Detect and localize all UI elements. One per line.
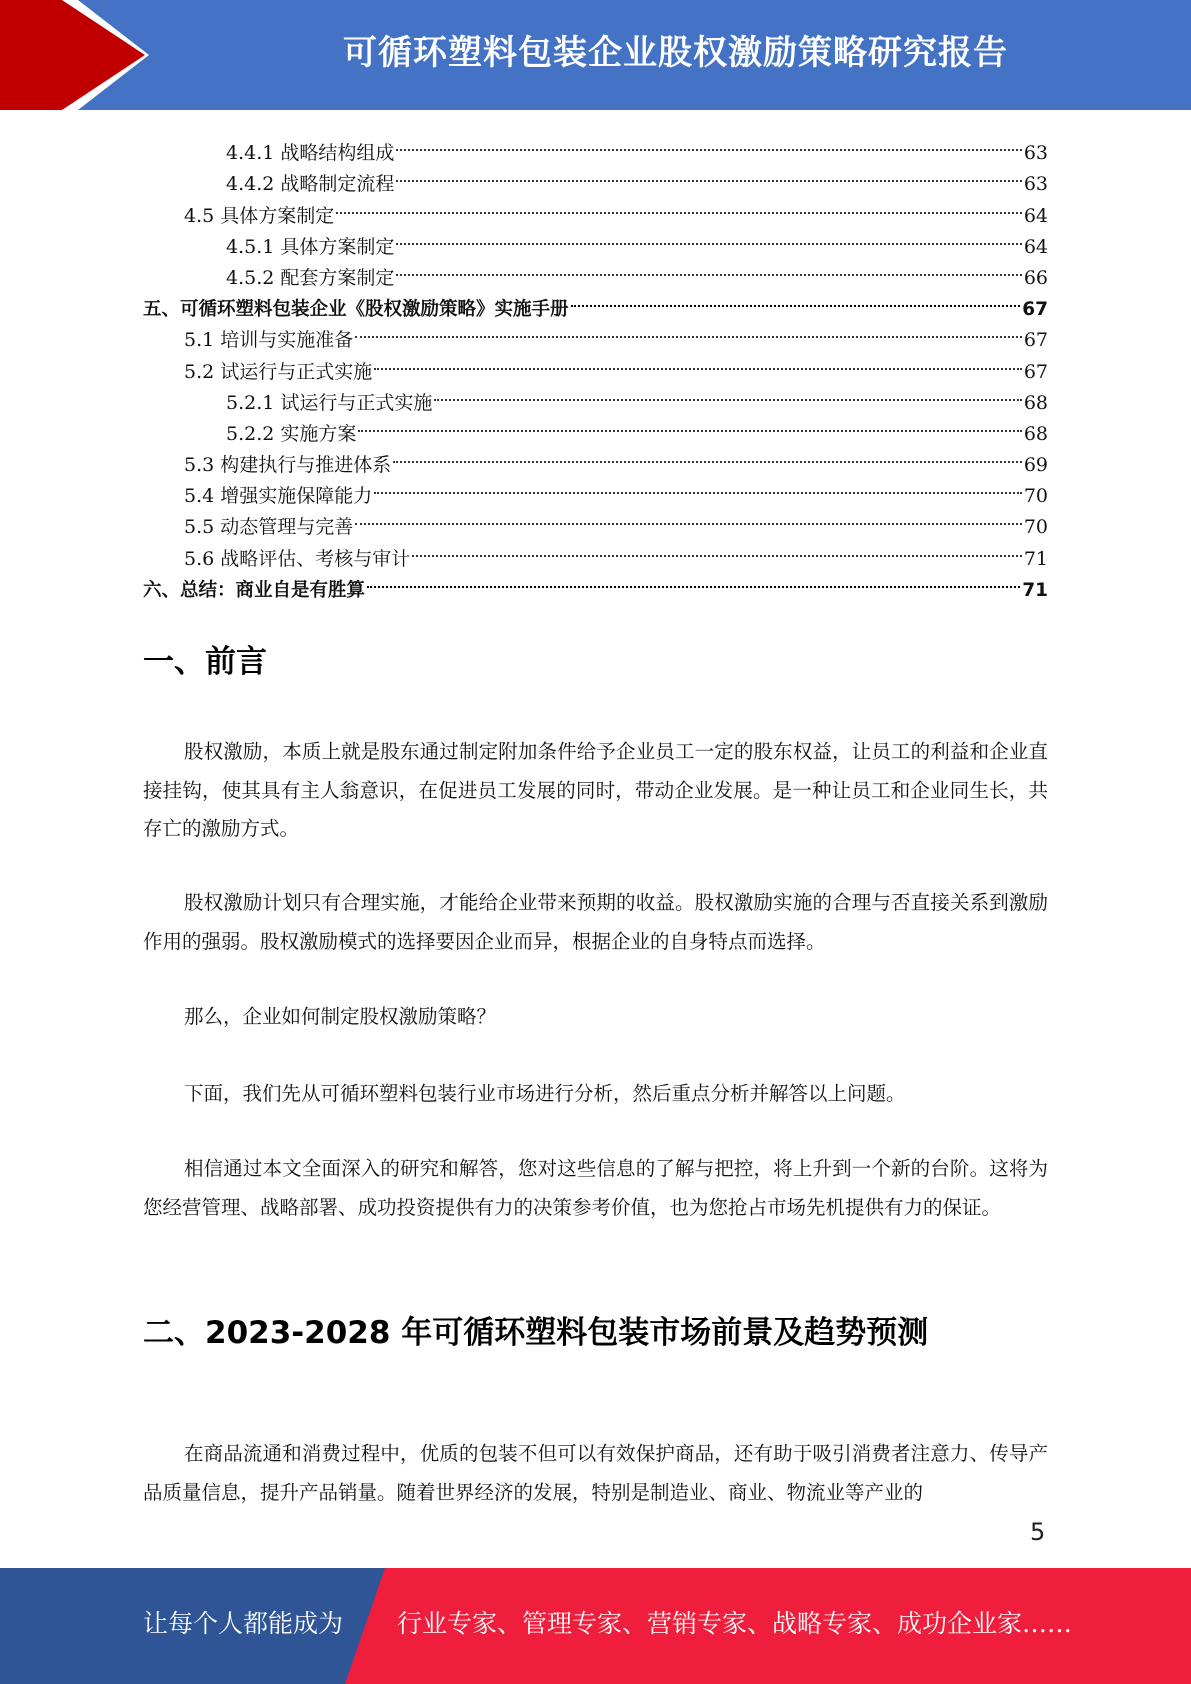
toc-item-label: 五、可循环塑料包装企业《股权激励策略》实施手册 [143, 299, 569, 321]
footer-slogan-right: 行业专家、管理专家、营销专家、战略专家、成功企业家…… [397, 1609, 1073, 1638]
toc-item-page: 67 [1023, 360, 1048, 383]
toc-item-label: 4.4.1 战略结构组成 [226, 142, 395, 165]
paragraph: 相信通过本文全面深入的研究和解答，您对这些信息的了解与把控，将上升到一个新的台阶。这将为您经营管理、战略部署、成功投资提供有力的决策参考价值，也为您抢占市场先机提供有力的保证。 [143, 1157, 1048, 1219]
toc-leader [355, 502, 1022, 533]
toc-item-page: 70 [1023, 516, 1048, 539]
toc-item-page: 63 [1023, 173, 1048, 196]
report-title: 可循环塑料包装企业股权激励策略研究报告 [343, 33, 1008, 73]
toc-item-label: 5.2 试运行与正式实施 [184, 360, 373, 383]
toc-item-page: 70 [1023, 485, 1048, 508]
paragraph: 股权激励，本质上就是股东通过制定附加条件给予企业员工一定的股东权益，让员工的利益和企业直接挂钩，使其具有主人翁意识，在促进员工发展的同时，带动企业发展。是一种让员工和企业同生长，共存亡的激励方式。 [143, 740, 1048, 840]
toc-item[interactable] [143, 128, 1048, 165]
page-footer [0, 1568, 1191, 1684]
toc-item-label: 5.2.2 实施方案 [226, 422, 357, 445]
toc-item-label: 5.4 增强实施保障能力 [184, 485, 373, 508]
page-number: 5 [1030, 1518, 1046, 1546]
toc-item-label: 六、总结：商业自是有胜算 [143, 579, 366, 601]
toc-leader [358, 409, 1021, 440]
toc-leader [412, 533, 1022, 564]
section-heading-preface: 一、前言 [143, 644, 267, 680]
table-of-contents [143, 128, 1048, 601]
section-heading-market: 二、2023-2028 年可循环塑料包装市场前景及趋势预测 [143, 1315, 929, 1351]
paragraph: 在商品流通和消费过程中，优质的包装不但可以有效保护商品，还有助于吸引消费者注意力、传导产品质量信息，提升产品销量。随着世界经济的发展，特别是制造业、商业、物流业等产业的 [143, 1442, 1048, 1504]
toc-leader [367, 565, 1020, 596]
footer-slogan-left: 让每个人都能成为 [143, 1609, 344, 1638]
toc-item-page: 67 [1022, 299, 1048, 321]
page-header [0, 0, 1191, 110]
toc-leader [434, 378, 1021, 409]
paragraph: 下面，我们先从可循环塑料包装行业市场进行分析，然后重点分析并解答以上问题。 [184, 1082, 906, 1105]
toc-item-page: 64 [1023, 235, 1048, 258]
toc-item-page: 68 [1023, 391, 1048, 414]
toc-item-label: 5.2.1 试运行与正式实施 [226, 391, 433, 414]
toc-leader [396, 128, 1021, 159]
toc-leader [396, 222, 1021, 253]
toc-item-label: 4.5.2 配套方案制定 [226, 266, 395, 289]
toc-leader [374, 471, 1022, 502]
toc-leader [374, 346, 1022, 377]
toc-leader [336, 190, 1022, 221]
toc-item-page: 68 [1023, 422, 1048, 445]
toc-item-page: 66 [1023, 266, 1048, 289]
toc-item-page: 64 [1023, 204, 1048, 227]
toc-item-label: 4.4.2 战略制定流程 [226, 173, 395, 196]
toc-leader [355, 315, 1022, 346]
toc-leader [396, 159, 1021, 190]
toc-item-page: 71 [1023, 547, 1048, 570]
toc-item-page: 67 [1023, 329, 1048, 352]
toc-item-label: 5.3 构建执行与推进体系 [184, 454, 392, 477]
toc-leader [393, 440, 1022, 471]
paragraph: 那么，企业如何制定股权激励策略？ [184, 1005, 497, 1028]
toc-item-label: 5.5 动态管理与完善 [184, 516, 354, 539]
paragraph: 股权激励计划只有合理实施，才能给企业带来预期的收益。股权激励实施的合理与否直接关系到激励作用的强弱。股权激励模式的选择要因企业而异，根据企业的自身特点而选择。 [143, 891, 1048, 953]
toc-item-label: 5.1 培训与实施准备 [184, 329, 354, 352]
toc-item-label: 4.5 具体方案制定 [184, 204, 335, 227]
toc-item-page: 71 [1022, 579, 1048, 601]
toc-item-label: 5.6 战略评估、考核与审计 [184, 547, 411, 570]
toc-leader [396, 253, 1021, 284]
toc-item-page: 69 [1023, 454, 1048, 477]
toc-item-page: 63 [1023, 142, 1048, 165]
toc-item-label: 4.5.1 具体方案制定 [226, 235, 395, 258]
toc-leader [571, 284, 1021, 315]
